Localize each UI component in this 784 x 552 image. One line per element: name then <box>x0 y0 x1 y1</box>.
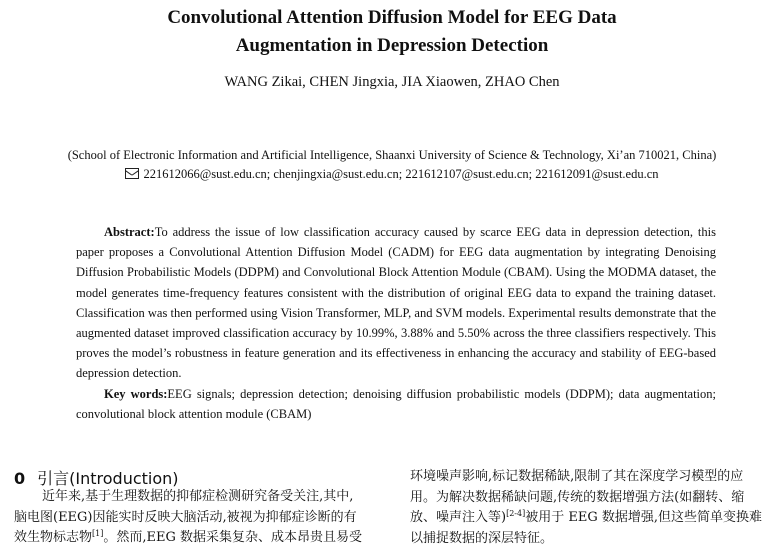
body-line: 用。为解决数据稀缺问题,传统的数据增强方法(如翻转、缩 <box>410 489 745 505</box>
email-addresses: 221612066@sust.edu.cn; chenjingxia@sust.edu.cn; 221612107@sust.edu.cn; 221612091@sust.edu.cn <box>143 167 659 181</box>
abstract-text: To address the issue of low classification accuracy caused by scarce EEG data in depression detection, this paper proposes a Convolutional Attention Diffusion Model (CADM) for EEG data augmentation by integrating Denoising Diffusion Probabilistic Models (DDPM) and Convolutional Block Attention Module (CBAM). Using the MODMA dataset, the model generates time-frequency features consistent with the distribution of original EEG data to expand the training dataset. Classification was then performed using Vision Transformer, MLP, and SVM models. Experimental results demonstrate that the augmented dataset improved classification accuracy by 10.99%, 3.88% and 5.50% across the three classifiers respectively. This proves the model’s robustness in feature generation and its effectiveness in enhancing the accuracy and stability of EEG-based depression detection. <box>76 225 716 381</box>
body-column-right <box>410 467 776 549</box>
abstract-block <box>76 222 716 424</box>
body-text: 效生物标志物 <box>14 530 93 545</box>
body-line <box>410 508 776 529</box>
citation-ref: [1] <box>92 529 104 538</box>
body-text: 。然而,EEG 数据采集复杂、成本昂贵且易受 <box>103 530 362 545</box>
keywords-label: Key words: <box>104 386 168 401</box>
paper-title-line-2: Augmentation in Depression Detection <box>235 35 549 56</box>
paper-title <box>0 4 784 60</box>
affiliation: (School of Electronic Information and Artificial Intelligence, Shaanxi University of Science & Technology, Xi’an 710021, China) <box>67 148 717 162</box>
paper-title-line-1: Convolutional Attention Diffusion Model for EEG Data <box>167 7 617 28</box>
keywords-text: EEG signals; depression detection; denoising diffusion probabilistic models (DDPM); data augmentation; convolutional block attention module (CBAM) <box>76 386 716 421</box>
body-text: 放、噪声注入等) <box>410 510 507 525</box>
envelope-icon <box>125 168 139 179</box>
section-number: 0 <box>14 469 26 488</box>
citation-ref: [2-4] <box>506 509 526 518</box>
body-text: 被用于 EEG 数据增强,但这些简单变换难 <box>525 510 762 525</box>
keywords-paragraph <box>76 384 716 424</box>
author-list: WANG Zikai, CHEN Jingxia, JIA Xiaowen, ZHAO Chen <box>224 74 560 90</box>
body-line: 脑电图(EEG)因能实时反映大脑活动,被视为抑郁症诊断的有 <box>14 509 357 525</box>
body-line: 以捕捉数据的深层特征。 <box>410 530 554 546</box>
abstract-label: Abstract: <box>104 225 155 239</box>
body-line <box>14 528 386 549</box>
section-title: 引言(Introduction) <box>37 469 179 488</box>
email-line <box>0 165 784 183</box>
body-line: 近年来,基于生理数据的抑郁症检测研究备受关注,其中, <box>42 489 354 504</box>
abstract-paragraph <box>76 222 716 384</box>
body-column-left <box>14 487 386 549</box>
body-line: 环境噪声影响,标记数据稀缺,限制了其在深度学习模型的应 <box>410 469 744 484</box>
